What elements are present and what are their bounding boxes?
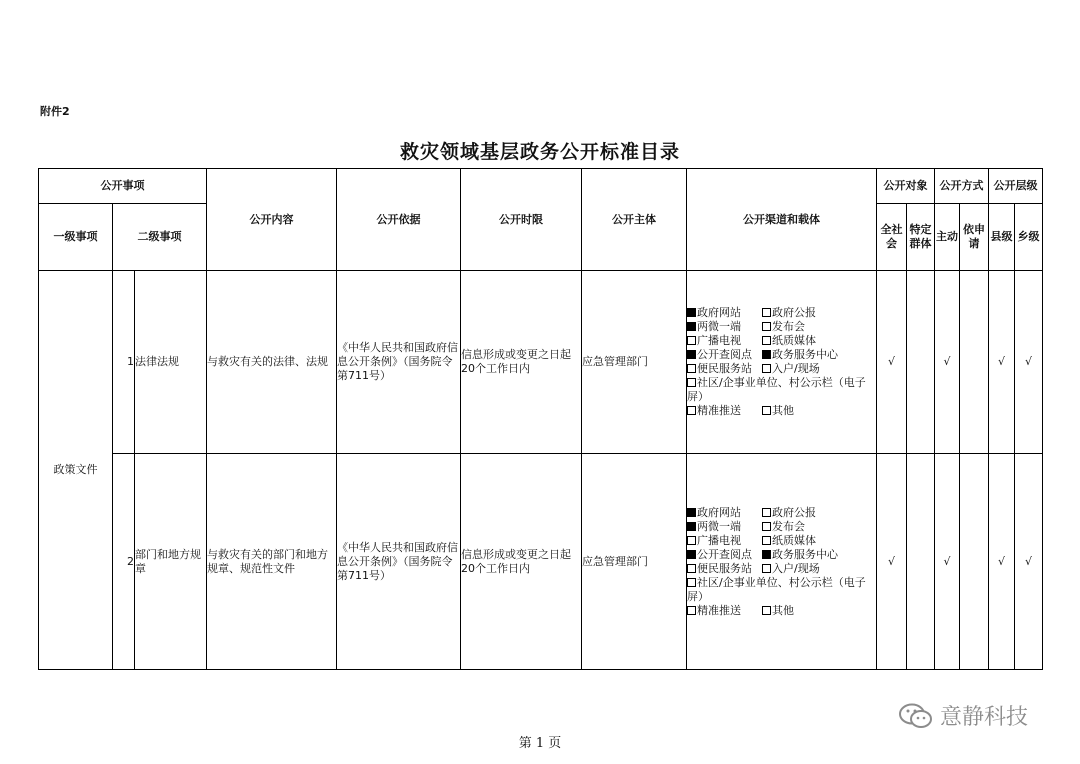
row-number: 2 xyxy=(113,454,135,670)
checkbox-empty-icon xyxy=(762,406,771,415)
header-specific-group: 特定群体 xyxy=(907,204,935,271)
checkbox-checked-icon xyxy=(687,322,696,331)
checkbox-empty-icon xyxy=(687,364,696,373)
checkbox-empty-icon xyxy=(687,564,696,573)
channel-cell: 政府网站 政府公报 两微一端 发布会 广播电视 纸质媒体 公开查阅点 政务服务中心 便民服务站 入户/现场 社区/企事业单位、村公示栏（电子屏） 精准推送 其他 xyxy=(687,454,877,670)
header-channel: 公开渠道和载体 xyxy=(687,169,877,271)
header-audience: 公开对象 xyxy=(877,169,935,204)
basis-cell: 《中华人民共和国政府信息公开条例》（国务院令第711号） xyxy=(337,271,461,454)
time-limit-cell: 信息形成或变更之日起20个工作日内 xyxy=(461,454,582,670)
checkbox-empty-icon xyxy=(687,378,696,387)
header-all-society: 全社会 xyxy=(877,204,907,271)
checkbox-checked-icon xyxy=(687,508,696,517)
subject-cell: 应急管理部门 xyxy=(582,271,687,454)
table-row xyxy=(39,454,1043,670)
all-society-mark: √ xyxy=(877,271,907,454)
checkbox-empty-icon xyxy=(762,308,771,317)
content-cell: 与救灾有关的部门和地方规章、规范性文件 xyxy=(207,454,337,670)
checkbox-empty-icon xyxy=(687,606,696,615)
watermark xyxy=(898,700,1028,731)
township-mark: √ xyxy=(1015,271,1043,454)
checkbox-empty-icon xyxy=(762,522,771,531)
checkbox-checked-icon xyxy=(687,550,696,559)
county-mark: √ xyxy=(989,271,1015,454)
page-number: 第 1 页 xyxy=(518,736,562,751)
row-number: 1 xyxy=(113,271,135,454)
header-basis: 公开依据 xyxy=(337,169,461,271)
county-mark: √ xyxy=(989,454,1015,670)
table-row xyxy=(39,271,1043,454)
page-title: 救灾领域基层政务公开标准目录 xyxy=(399,141,680,163)
time-limit-cell: 信息形成或变更之日起20个工作日内 xyxy=(461,271,582,454)
checkbox-empty-icon xyxy=(762,364,771,373)
checkbox-empty-icon xyxy=(762,536,771,545)
on-request-mark xyxy=(960,271,989,454)
on-request-mark xyxy=(960,454,989,670)
secondary-item: 法律法规 xyxy=(135,271,207,454)
checkbox-checked-icon xyxy=(687,522,696,531)
header-method: 公开方式 xyxy=(935,169,989,204)
township-mark: √ xyxy=(1015,454,1043,670)
attachment-label: 附件2 xyxy=(40,105,70,118)
checkbox-empty-icon xyxy=(687,406,696,415)
checkbox-checked-icon xyxy=(687,308,696,317)
checkbox-empty-icon xyxy=(762,564,771,573)
header-items: 公开事项 xyxy=(39,169,207,204)
checkbox-empty-icon xyxy=(762,322,771,331)
header-content: 公开内容 xyxy=(207,169,337,271)
subject-cell: 应急管理部门 xyxy=(582,454,687,670)
checkbox-empty-icon xyxy=(687,578,696,587)
checkbox-checked-icon xyxy=(687,350,696,359)
header-time-limit: 公开时限 xyxy=(461,169,582,271)
checkbox-empty-icon xyxy=(687,336,696,345)
active-mark: √ xyxy=(935,271,960,454)
checkbox-empty-icon xyxy=(762,336,771,345)
catalog-table xyxy=(38,168,1043,670)
basis-cell: 《中华人民共和国政府信息公开条例》（国务院令第711号） xyxy=(337,454,461,670)
header-level: 公开层级 xyxy=(989,169,1043,204)
specific-group-mark xyxy=(907,454,935,670)
secondary-item: 部门和地方规章 xyxy=(135,454,207,670)
header-on-request: 依申请 xyxy=(960,204,989,271)
category-cell: 政策文件 xyxy=(39,271,113,670)
header-active: 主动 xyxy=(935,204,960,271)
header-township: 乡级 xyxy=(1015,204,1043,271)
all-society-mark: √ xyxy=(877,454,907,670)
checkbox-empty-icon xyxy=(762,606,771,615)
header-subject: 公开主体 xyxy=(582,169,687,271)
specific-group-mark xyxy=(907,271,935,454)
active-mark: √ xyxy=(935,454,960,670)
wechat-icon xyxy=(898,702,934,730)
header-level2: 二级事项 xyxy=(113,204,207,271)
content-cell: 与救灾有关的法律、法规 xyxy=(207,271,337,454)
checkbox-empty-icon xyxy=(762,508,771,517)
checkbox-checked-icon xyxy=(762,350,771,359)
checkbox-empty-icon xyxy=(687,536,696,545)
checkbox-checked-icon xyxy=(762,550,771,559)
header-county: 县级 xyxy=(989,204,1015,271)
watermark-text: 意静科技 xyxy=(940,705,1029,730)
channel-cell: 政府网站 政府公报 两微一端 发布会 广播电视 纸质媒体 公开查阅点 政务服务中心 便民服务站 入户/现场 社区/企事业单位、村公示栏（电子屏） 精准推送 其他 xyxy=(687,271,877,454)
header-level1: 一级事项 xyxy=(39,204,113,271)
